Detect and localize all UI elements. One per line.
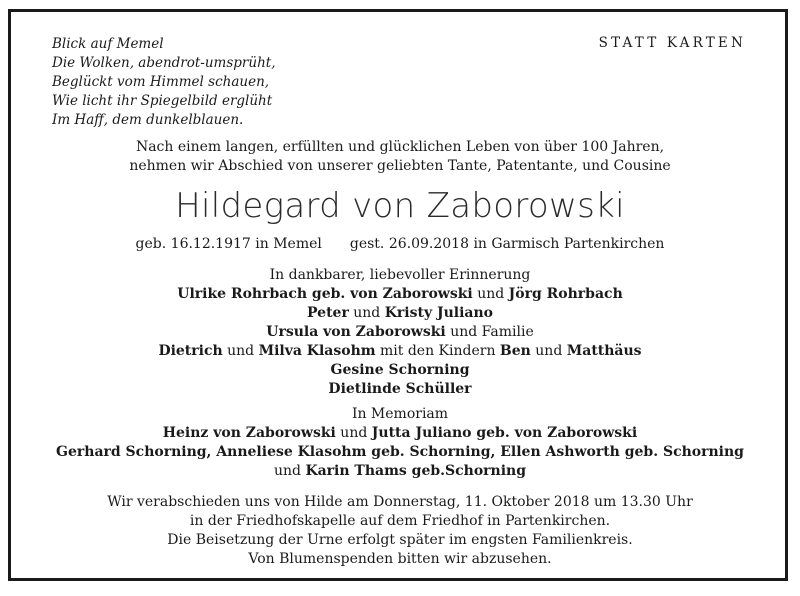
life-dates xyxy=(0,235,800,254)
poem xyxy=(52,35,275,130)
mourner-line: Ursula von Zaborowski und Familie xyxy=(266,324,534,340)
funeral-line: Von Blumenspenden bitten wir abzusehen. xyxy=(248,551,552,567)
poem-line: Blick auf Memel xyxy=(52,36,164,52)
mourner-line: Peter und Kristy Juliano xyxy=(307,305,493,321)
poem-line: Beglückt vom Himmel schauen, xyxy=(52,74,270,90)
birth-date: geb. 16.12.1917 in Memel xyxy=(135,236,322,252)
intro-line: nehmen wir Abschied von unserer geliebten Tante, Patentante, und Cousine xyxy=(129,158,671,174)
memoriam-line: Heinz von Zaborowski und Jutta Juliano geb. von Zaborowski xyxy=(162,425,638,441)
memoriam-line: und Karin Thams geb.Schorning xyxy=(273,463,527,479)
memoriam-block xyxy=(0,405,800,481)
deceased-name: Hildegard von Zaborowski xyxy=(175,186,625,226)
funeral-line: Wir verabschieden uns von Hilde am Donnerstag, 11. Oktober 2018 um 13.30 Uhr xyxy=(107,494,693,510)
funeral-line: in der Friedhofskapelle auf dem Friedhof in Partenkirchen. xyxy=(189,513,611,529)
mourner-line: Dietrich und Milva Klasohm mit den Kindern Ben und Matthäus xyxy=(158,343,642,359)
intro-line: Nach einem langen, erfüllten und glücklichen Leben von über 100 Jahren, xyxy=(135,139,665,155)
mourner-line: Gesine Schorning xyxy=(330,362,470,378)
poem-line: Die Wolken, abendrot-umsprüht, xyxy=(52,55,276,71)
mourners-heading: In dankbarer, liebevoller Erinnerung xyxy=(269,267,531,283)
funeral-info xyxy=(0,493,800,569)
statt-karten-label: STATT KARTEN xyxy=(598,35,746,51)
memoriam-heading: In Memoriam xyxy=(351,406,449,422)
intro-text xyxy=(0,138,800,176)
mourner-line: Ulrike Rohrbach geb. von Zaborowski und Jörg Rohrbach xyxy=(177,286,623,302)
mourners-block xyxy=(0,266,800,399)
memoriam-line: Gerhard Schorning, Anneliese Klasohm geb. Schorning, Ellen Ashworth geb. Schorning xyxy=(56,444,744,460)
poem-line: Im Haff, dem dunkelblauen. xyxy=(52,112,244,128)
poem-line: Wie licht ihr Spiegelbild erglüht xyxy=(52,93,273,109)
death-date: gest. 26.09.2018 in Garmisch Partenkirchen xyxy=(349,236,665,252)
funeral-line: Die Beisetzung der Urne erfolgt später im engsten Familienkreis. xyxy=(167,532,633,548)
mourner-line: Dietlinde Schüller xyxy=(328,381,472,397)
